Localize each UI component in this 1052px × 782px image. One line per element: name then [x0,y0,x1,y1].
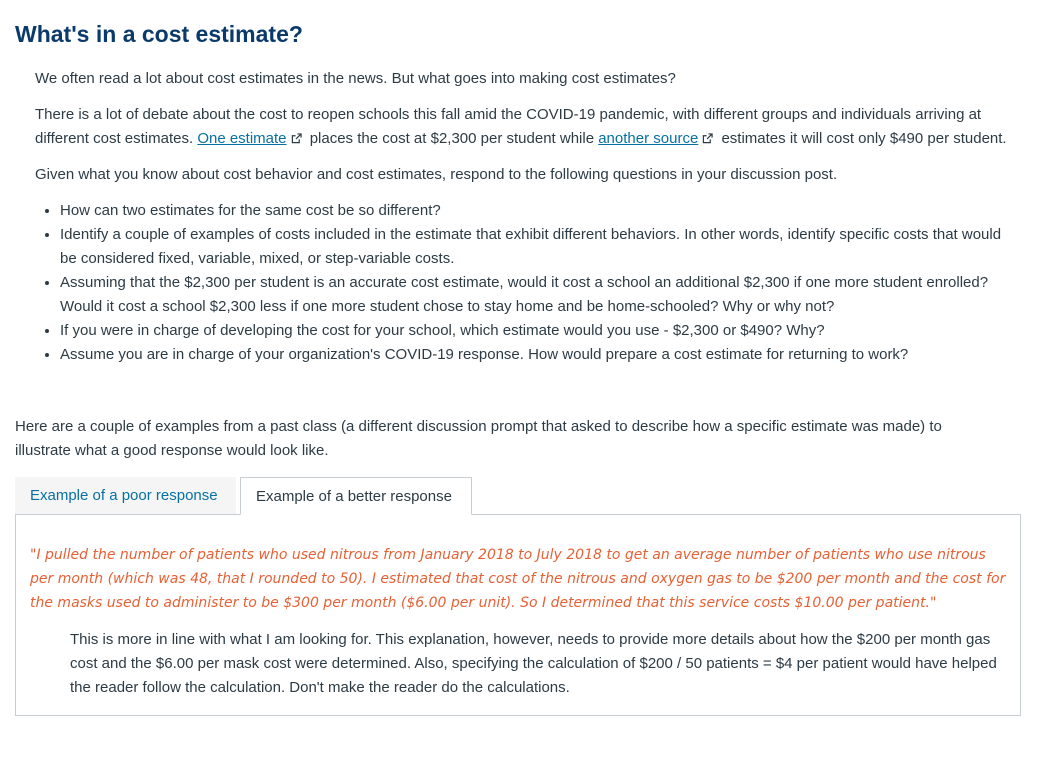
intro-paragraph-1: We often read a lot about cost estimates in the news. But what goes into making cost estimates? [35,70,676,87]
external-link-icon [702,133,713,144]
list-item: • How can two estimates for the same cost be so different? [60,199,1020,223]
list-item: • If you were in charge of developing the cost for your school, which estimate would you use - $2,300 or $490? Why? [60,319,1020,343]
list-item: • Identify a couple of examples of costs included in the estimate that exhibit different behaviors. In other words, identify specific costs that would be considered fixed, variable, mixed, or step-variable costs. [60,223,1020,271]
intro-p2-after: estimates it will cost only $490 per student. [717,130,1007,147]
example-quote: "I pulled the number of patients who used nitrous from January 2018 to July 2018 to get an average number of patients who use nitrous per month (which was 48, that I rounded to 50). I estimated that cost of the nitrous and oxygen gas to be $200 per month and the cost for the masks used to administer to be $300 per month ($6.00 per unit). So I determined that this service costs $10.00 per patient." [30,547,1006,611]
list-item: • Assuming that the $2,300 per student is an accurate cost estimate, would it cost a school an additional $2,300 if one more student enrolled? Would it cost a school $2,300 less if one more student chose to stay home and be home-schooled? Why or why not? [60,271,1020,319]
intro-section [35,67,1020,367]
intro-paragraph-3: Given what you know about cost behavior and cost estimates, respond to the following questions in your discussion post. [35,166,838,183]
one-estimate-link[interactable]: One estimate [197,130,287,147]
tab-panel-better-response [15,514,1021,716]
intro-p2-middle: places the cost at $2,300 per student while [305,130,599,147]
example-tabs [15,477,1037,515]
external-link-icon [291,133,302,144]
intro-p2-before: There is a lot of debate about the cost to reopen schools this fall amid the COVID-19 pandemic, with different groups and individuals arriving at different cost estimates. [35,106,982,147]
page-title: What's in a cost estimate? [15,21,303,47]
instructor-feedback: This is more in line with what I am looking for. This explanation, however, needs to provide more details about how the $200 per month gas cost and the $6.00 per mask cost were determined. Also, specifying the calculation of $200 / 50 patients = $4 per patient would have helped the reader follow the calculation. Don't make the reader do the calculations. [70,631,997,696]
intro-paragraph-2 [35,103,1020,151]
tab-poor-response[interactable]: Example of a poor response [15,477,236,514]
examples-intro: Here are a couple of examples from a past class (a different discussion prompt that asked to describe how a specific estimate was made) to illustrate what a good response would look like. [15,418,942,459]
list-item: • Assume you are in charge of your organization's COVID-19 response. How would prepare a cost estimate for returning to work? [60,343,1020,367]
question-list [35,199,1020,367]
tab-better-response[interactable]: Example of a better response [240,477,472,515]
another-source-link[interactable]: another source [598,130,699,147]
